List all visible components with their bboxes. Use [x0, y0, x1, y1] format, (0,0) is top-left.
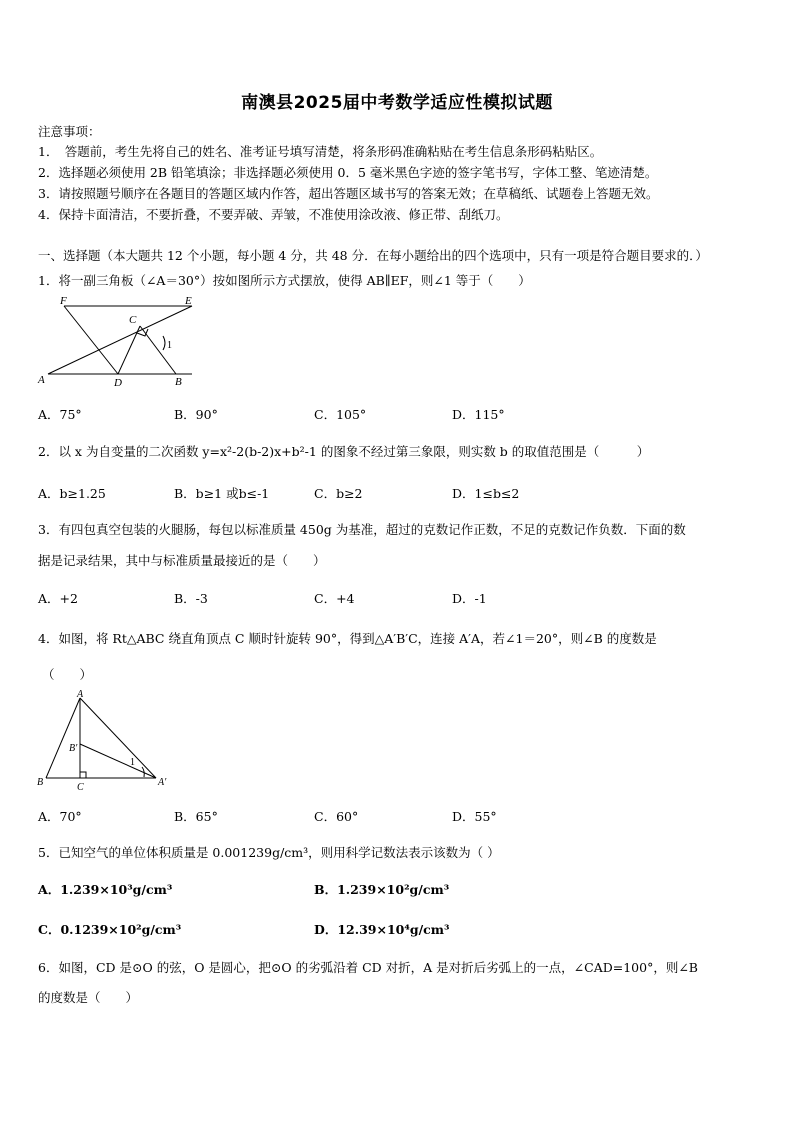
q4-label-b-prime: B′: [69, 743, 78, 754]
q5-option-c: C．0.1239×10²g/cm³: [38, 922, 182, 937]
notice-item-3: 3．请按照题号顺序在各题目的答题区域内作答，超出答题区域书写的答案无效；在草稿纸、试题卷上答题无效。: [38, 186, 659, 201]
q5-option-b: B．1.239×10²g/cm³: [314, 882, 450, 897]
question-3-stem-line1: 3．有四包真空包装的火腿肠，每包以标准质量 450g 为基准，超过的克数记作正数，不足的克数记作负数．下面的数: [38, 522, 686, 537]
q4-option-d: D．55°: [452, 809, 497, 824]
q1-option-b: B．90°: [174, 407, 218, 422]
q5-option-a: A．1.239×10³g/cm³: [38, 882, 173, 897]
q1-label-c: C: [129, 314, 137, 326]
question-1-stem: 1．将一副三角板（∠A＝30°）按如图所示方式摆放，使得 AB∥EF，则∠1 等于（ ）: [38, 273, 531, 288]
q1-label-d: D: [114, 377, 122, 389]
q2-option-d: D．1≤b≤2: [452, 486, 520, 501]
q3-option-d: D．-1: [452, 591, 487, 606]
q1-label-e: E: [185, 296, 192, 307]
question-4-stem-line2: （ ）: [42, 667, 93, 682]
q2-option-c: C．b≥2: [314, 486, 363, 501]
notice-item-4: 4．保持卡面清洁，不要折叠，不要弄破、弄皱，不准使用涂改液、修正带、刮纸刀。: [38, 207, 509, 222]
notice-heading: 注意事项：: [38, 124, 101, 139]
question-6-stem-line2: 的度数是（ ）: [38, 990, 139, 1005]
exam-title: 南澳县2025届中考数学适应性模拟试题: [241, 93, 553, 113]
q3-option-b: B．-3: [174, 591, 208, 606]
question-3-stem-line2: 据是记录结果，其中与标准质量最接近的是（ ）: [38, 553, 326, 568]
q3-option-a: A．+2: [38, 591, 78, 606]
q1-option-c: C．105°: [314, 407, 367, 422]
section-heading: 一、选择题（本大题共 12 个小题，每小题 4 分，共 48 分．在每小题给出的四个选项中，只有一项是符合题目要求的．）: [38, 248, 708, 263]
q2-option-a: A．b≥1.25: [38, 486, 106, 501]
q1-label-a: A: [38, 374, 45, 386]
question-4-figure: [34, 690, 184, 794]
q4-label-angle-1: 1: [130, 757, 135, 768]
q1-label-f: F: [60, 296, 67, 307]
q4-option-b: B．65°: [174, 809, 218, 824]
q1-label-angle-1: 1: [167, 340, 172, 351]
q1-option-d: D．115°: [452, 407, 505, 422]
question-1-figure: [34, 296, 204, 392]
q4-option-a: A．70°: [38, 809, 82, 824]
q1-option-a: A．75°: [38, 407, 82, 422]
question-2-stem: 2．以 x 为自变量的二次函数 y=x²-2(b-2)x+b²-1 的图象不经过第三象限，则实数 b 的取值范围是（ ）: [38, 444, 650, 459]
q2-option-b: B．b≥1 或b≤-1: [174, 486, 270, 501]
q4-label-a: A: [77, 690, 84, 700]
q3-option-c: C．+4: [314, 591, 355, 606]
question-6-stem-line1: 6．如图，CD 是⊙O 的弦，O 是圆心，把⊙O 的劣弧沿着 CD 对折，A 是对折后劣弧上的一点，∠CAD=100°，则∠B: [38, 960, 698, 975]
question-4-stem-line1: 4．如图，将 Rt△ABC 绕直角顶点 C 顺时针旋转 90°，得到△A′B′C，连接 A′A，若∠1＝20°，则∠B 的度数是: [38, 631, 657, 646]
q4-option-c: C．60°: [314, 809, 359, 824]
q1-label-b: B: [175, 376, 182, 388]
q5-option-d: D．12.39×10⁴g/cm³: [314, 922, 450, 937]
notice-item-2: 2．选择题必须使用 2B 铅笔填涂；非选择题必须使用 0．5 毫米黑色字迹的签字笔书写，字体工整、笔迹清楚。: [38, 165, 658, 180]
q4-label-b: B: [37, 777, 44, 788]
notice-item-1: 1． 答题前，考生先将自己的姓名、准考证号填写清楚，将条形码准确粘贴在考生信息条形码粘贴区。: [38, 144, 603, 159]
q4-label-a-prime: A′: [158, 777, 167, 788]
question-5-stem: 5．已知空气的单位体积质量是 0.001239g/cm³，则用科学记数法表示该数为（ ）: [38, 845, 500, 860]
q4-label-c: C: [77, 782, 84, 793]
